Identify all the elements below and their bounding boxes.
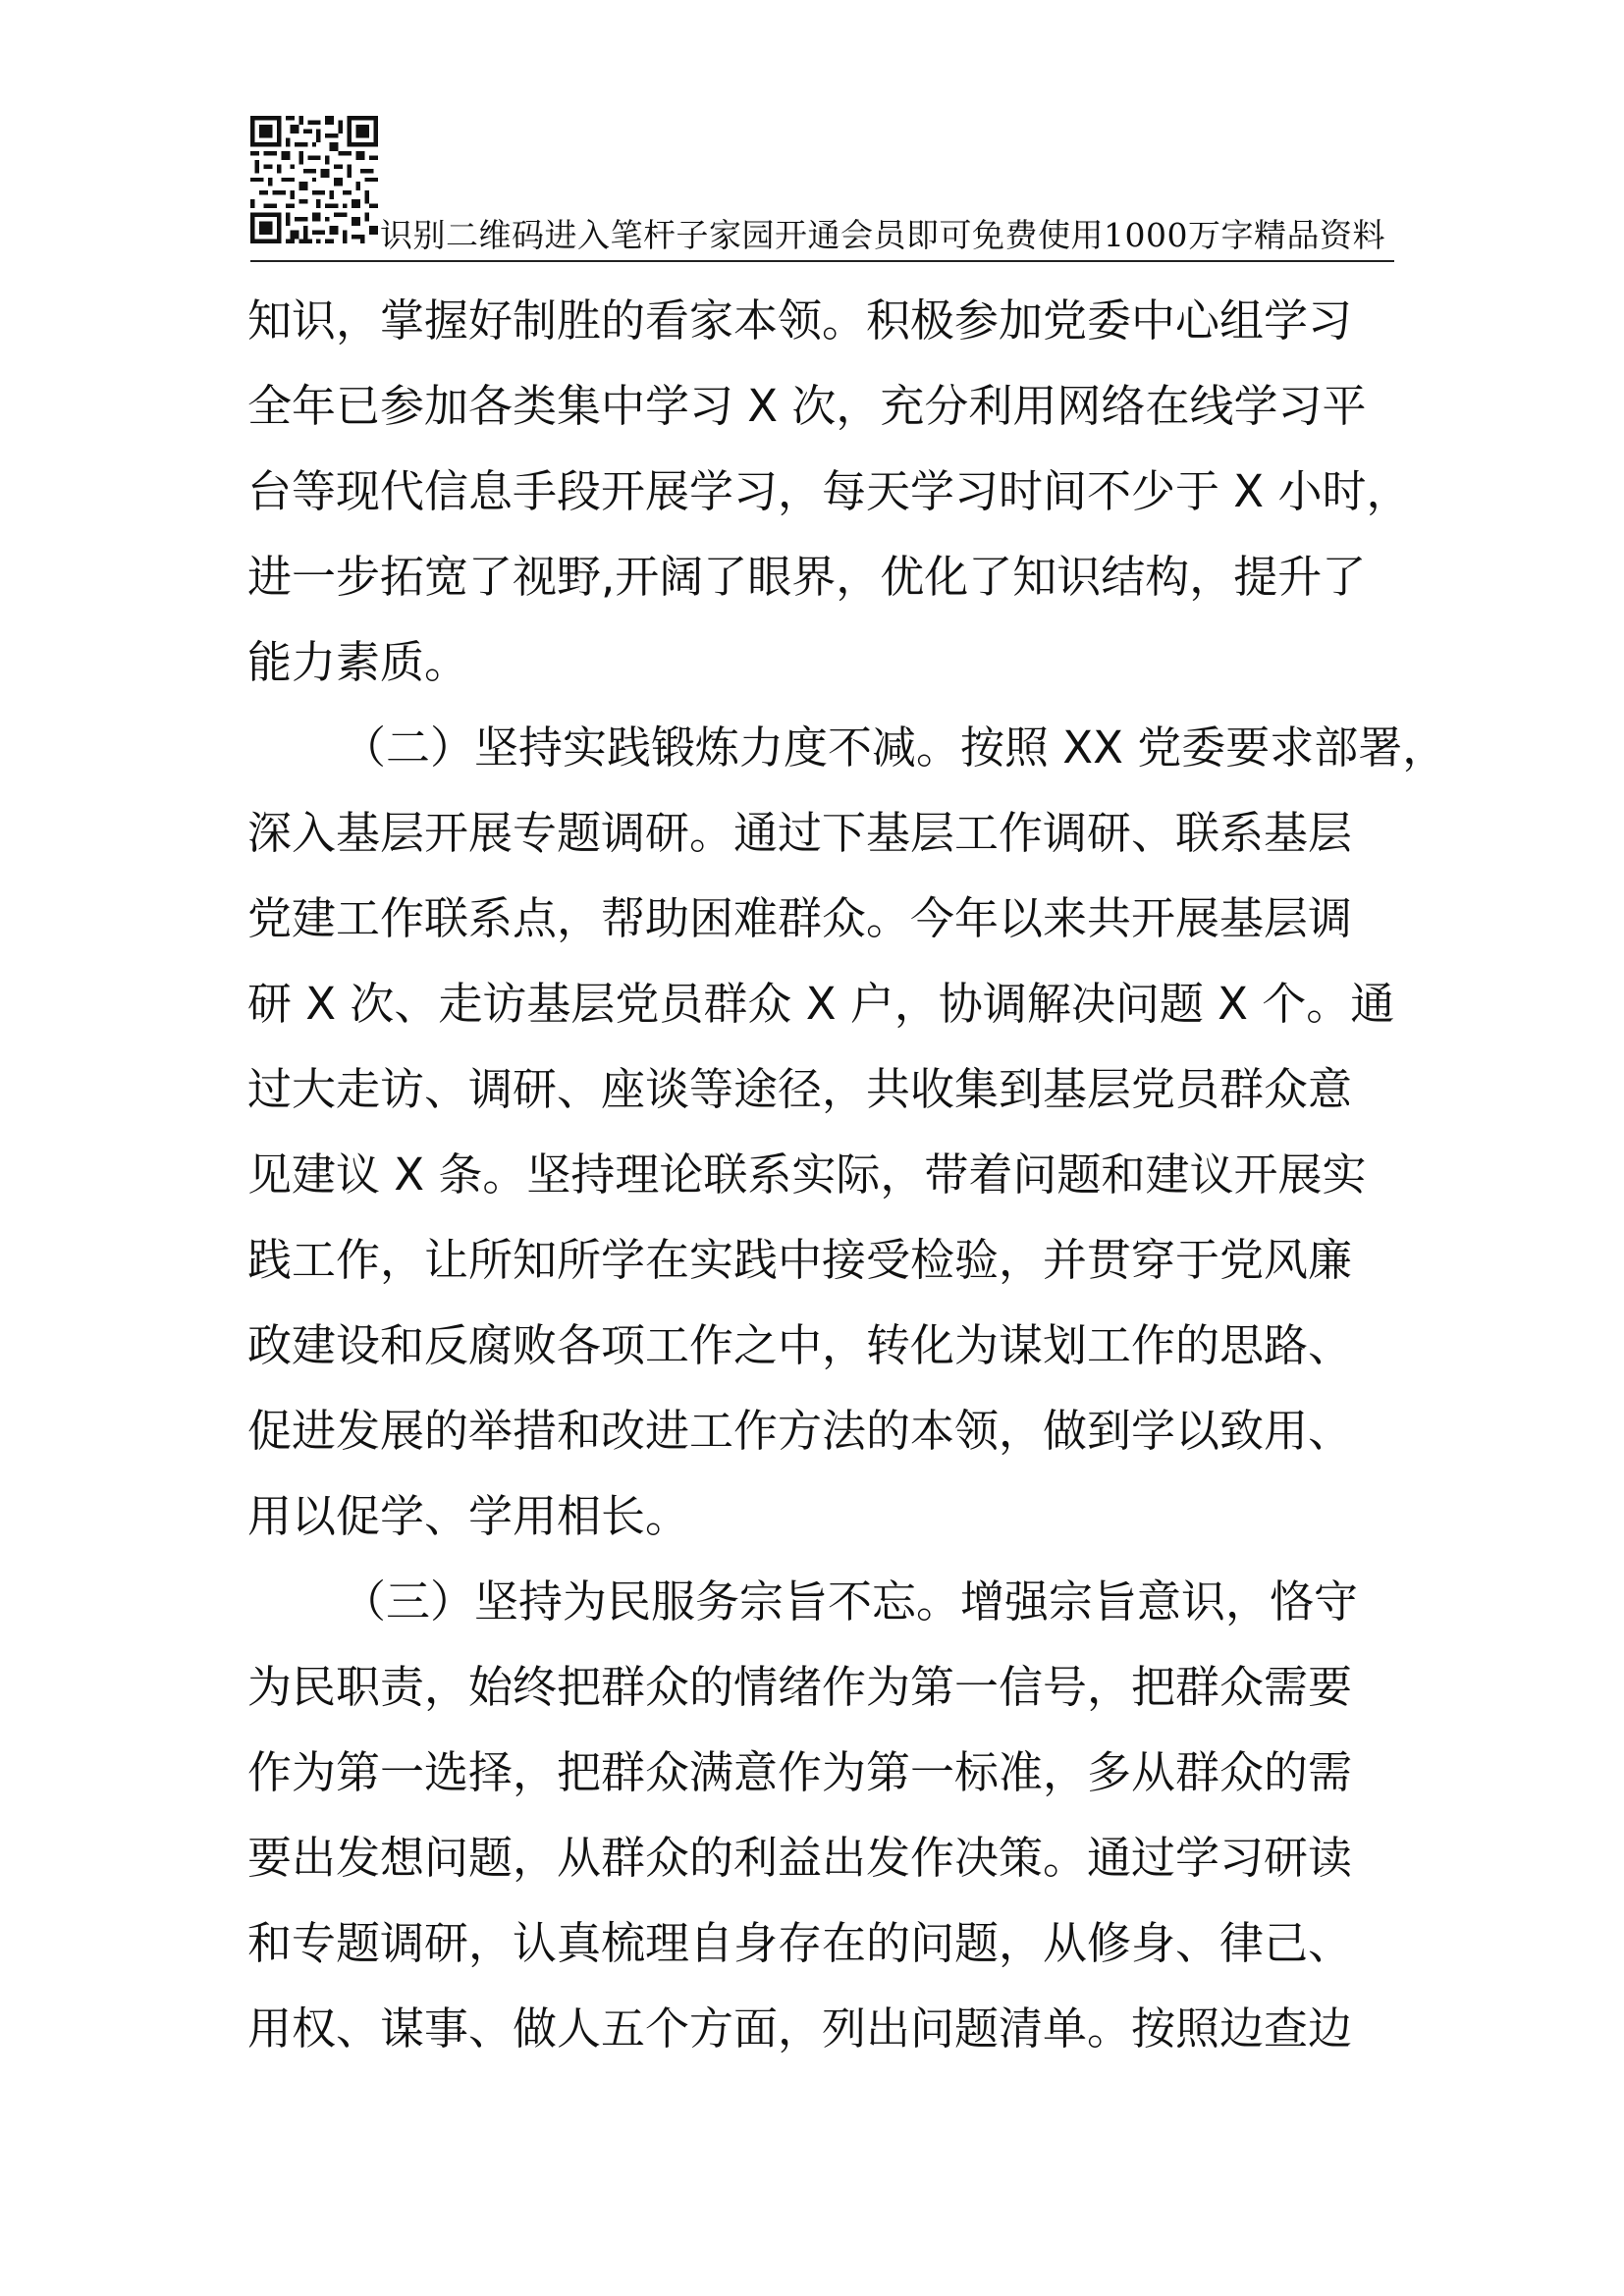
body-line: 能力素质。 xyxy=(247,636,469,688)
body-line: 用以促学、学用相长。 xyxy=(247,1490,690,1542)
body-line: 为民职责，始终把群众的情绪作为第一信号，把群众需要 xyxy=(247,1661,1353,1713)
body-line: 全年已参加各类集中学习 X 次，充分利用网络在线学习平 xyxy=(247,380,1367,432)
body-line: 台等现代信息手段开展学习，每天学习时间不少于 X 小时， xyxy=(247,465,1411,517)
section-heading-3: （三）坚持为民服务宗旨不忘。增强宗旨意识，恪守 xyxy=(342,1575,1359,1628)
section-heading-2: （二）坚持实践锻炼力度不减。按照 XX 党委要求部署， xyxy=(342,721,1447,774)
body-line: 进一步拓宽了视野,开阔了眼界，优化了知识结构，提升了 xyxy=(247,551,1367,603)
body-line: 践工作，让所知所学在实践中接受检验，并贯穿于党风廉 xyxy=(247,1234,1353,1286)
body-line: 政建设和反腐败各项工作之中，转化为谋划工作的思路、 xyxy=(247,1319,1353,1371)
body-line: 党建工作联系点，帮助困难群众。今年以来共开展基层调 xyxy=(247,892,1353,944)
body-line: 用权、谋事、做人五个方面，列出问题清单。按照边查边 xyxy=(247,2002,1353,2055)
header-divider xyxy=(250,260,1394,262)
body-line: 和专题调研，认真梳理自身存在的问题，从修身、律己、 xyxy=(247,1917,1353,1969)
body-line: 研 X 次、走访基层党员群众 X 户，协调解决问题 X 个。通 xyxy=(247,978,1395,1030)
body-line: 要出发想问题，从群众的利益出发作决策。通过学习研读 xyxy=(247,1832,1353,1884)
qr-code-icon[interactable] xyxy=(250,116,378,243)
body-line: 见建议 X 条。坚持理论联系实际，带着问题和建议开展实 xyxy=(247,1148,1367,1201)
body-line: 促进发展的举措和改进工作方法的本领，做到学以致用、 xyxy=(247,1405,1353,1457)
body-line: 知识，掌握好制胜的看家本领。积极参加党委中心组学习 xyxy=(247,294,1353,347)
header-promo-text: 识别二维码进入笔杆子家园开通会员即可免费使用1000万字精品资料 xyxy=(380,216,1385,254)
document-body xyxy=(247,278,1447,2071)
body-line: 深入基层开展专题调研。通过下基层工作调研、联系基层 xyxy=(247,807,1353,859)
body-line: 过大走访、调研、座谈等途径，共收集到基层党员群众意 xyxy=(247,1063,1353,1115)
page-header xyxy=(250,116,1394,261)
body-line: 作为第一选择，把群众满意作为第一标准，多从群众的需 xyxy=(247,1746,1353,1798)
